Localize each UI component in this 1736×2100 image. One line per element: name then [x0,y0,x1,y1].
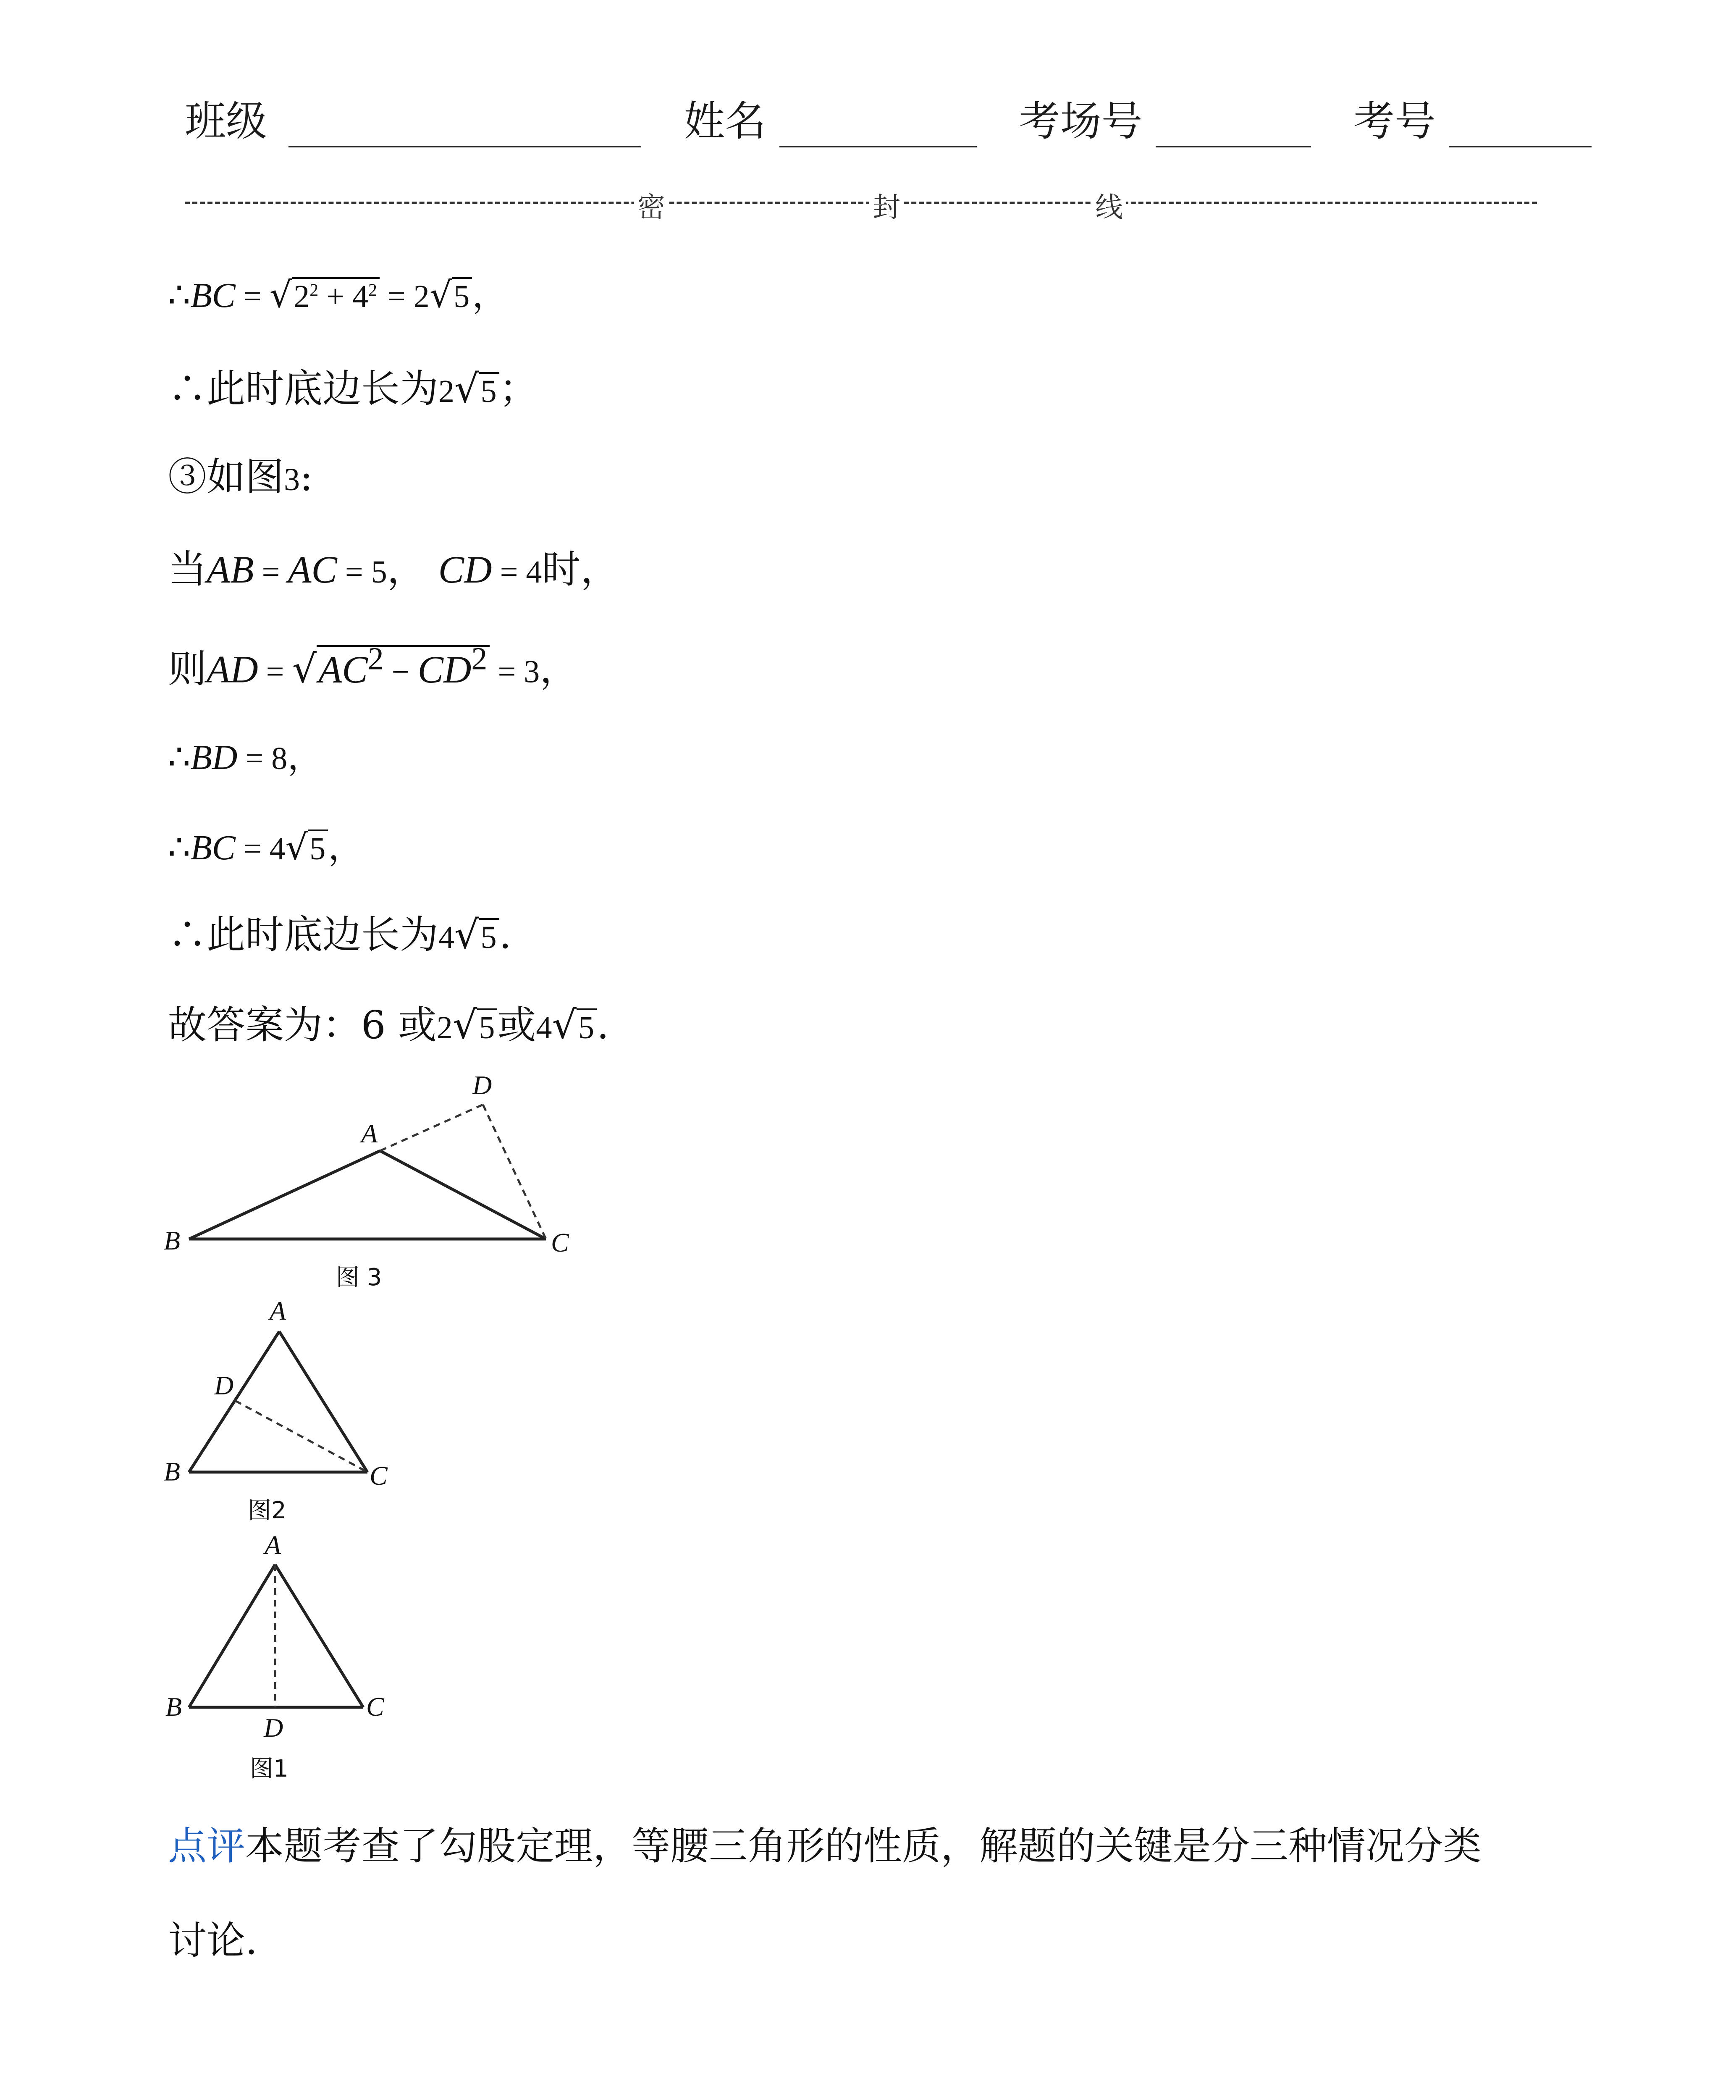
label-b: B [164,1226,181,1255]
radicand: 5 [479,372,499,409]
comment-line-2 [168,1918,258,1963]
label-a: A [270,1296,286,1326]
line-text: 当 [168,547,207,592]
figure-3 [160,1063,605,1298]
exp: 2 [367,641,384,676]
class-blank[interactable] [288,108,641,147]
figure-caption: 图1 [250,1755,288,1782]
eq-sign: = [235,279,270,314]
line-text: ∴此时底边长为 [168,912,439,957]
value: = 5 [337,554,387,590]
rad-base-4: 4 [352,279,368,314]
value: = 8 [237,741,288,776]
math-cd: CD [438,548,492,591]
section-heading [168,2096,361,2100]
label-d: D [214,1370,234,1400]
eq-sign: = [235,831,270,866]
solution-line-6 [168,736,323,777]
coef: 2 [438,374,455,409]
punct: ， [472,274,508,315]
sqrt-sign: √ [552,1003,577,1047]
rad-base-2: 2 [294,279,310,314]
figure-caption: 图 3 [336,1264,382,1291]
math-bc: BC [190,276,236,315]
line-text: ③如图 [168,454,284,499]
line-text: ∴此时底边长为 [168,366,439,411]
segment-ad-dashed [380,1105,483,1151]
radicand: 5 [452,277,472,314]
label-b: B [164,1457,181,1486]
solution-line-1 [168,274,508,315]
segment-ba [189,1564,275,1707]
line-text: 则 [168,646,207,692]
segment-dc-dashed [235,1401,367,1472]
eq-sign: = [379,279,414,314]
solution-line-8 [168,912,511,957]
sqrt-sign: √ [454,366,479,411]
solution-line-2 [168,366,538,411]
line-text: 故答案为：6 或 [168,1003,437,1047]
class-label: 班级 [185,97,267,145]
value: = 3 [490,654,540,690]
coef: 4 [536,1010,552,1045]
solution-line-7 [168,827,364,868]
label-c: C [551,1228,569,1257]
solution-line-5 [168,641,579,692]
label-c: C [366,1692,384,1722]
seal-char-xian: 线 [1092,185,1126,225]
math-bd: BD [190,738,238,777]
figure-1 [160,1529,412,1789]
math-ad: AD [207,648,258,691]
eq-sign: = [254,554,288,590]
plus-sign: + [318,279,352,314]
label-d: D [264,1713,283,1743]
coef: 2 [436,1010,453,1045]
eq-sign: = [258,654,292,690]
punct: ， [287,736,323,777]
answer-line [168,1003,609,1047]
room-label: 考场号 [1019,97,1143,145]
radicand: 5 [577,1008,597,1045]
punct: . [499,912,511,957]
seal-char-feng: 封 [869,185,904,225]
segment-ac [279,1331,367,1472]
punct: ， [328,827,364,868]
number-blank[interactable] [1449,108,1592,147]
number-label: 考号 [1353,97,1436,145]
line-text: 时， [542,547,619,592]
segment-ba [189,1331,279,1472]
math-ac: AC [288,548,337,591]
fig-number: 3 [284,462,300,497]
comment-label: 点评 [168,1824,246,1869]
rad-exp: 2 [368,281,377,300]
solution-line-3 [168,454,313,499]
therefore-symbol: ∴ [168,827,191,868]
math-bc: BC [190,828,236,867]
line-text: 或 [497,1003,536,1047]
minus-sign: − [383,654,418,690]
punct: ， [540,646,579,692]
sqrt-sign: √ [285,827,308,868]
label-a: A [361,1118,378,1148]
math-ab: AB [207,548,254,591]
sqrt-sign: √ [452,1003,477,1047]
radicand [292,277,380,314]
comment-text: 讨论. [168,1918,258,1963]
radicand [317,641,490,692]
header-line [185,88,1592,147]
math-ac: AC [318,648,368,691]
coef: 2 [413,279,430,314]
coef: 4 [438,920,455,955]
therefore-symbol: ∴ [168,274,191,315]
label-c: C [370,1461,388,1491]
segment-ac [380,1151,546,1239]
sqrt-sign: √ [454,912,479,957]
sqrt-sign: √ [269,274,292,315]
radicand: 5 [479,918,499,955]
label-d: D [472,1070,492,1100]
solution-line-4 [168,547,619,592]
radicand: 5 [308,830,328,866]
room-blank[interactable] [1156,108,1311,147]
segment-ac [275,1564,363,1707]
punct: . [597,1003,609,1047]
label-b: B [165,1692,182,1722]
name-label: 姓名 [684,97,766,145]
comment-text: 本题考查了勾股定理，等腰三角形的性质，解题的关键是分三种情况分类 [245,1824,1482,1869]
label-a: A [265,1530,281,1560]
comment-line-1 [168,1824,1482,1869]
math-cd: CD [417,648,472,691]
seal-dashed-line [185,202,1537,204]
punct: : [300,454,313,499]
sqrt-sign: √ [429,274,452,315]
segment-ba [189,1151,380,1239]
coef: 4 [269,831,286,866]
segment-dc-dashed [483,1105,546,1239]
seal-char-mi: 密 [634,185,669,225]
value: = 4 [492,554,542,590]
punct: ； [499,366,538,411]
punct: ， [387,547,426,592]
exp: 2 [471,641,488,676]
sqrt-sign: √ [292,646,317,692]
therefore-symbol: ∴ [168,736,191,777]
figure-2 [160,1294,412,1529]
rad-exp: 2 [309,281,319,300]
radicand: 5 [477,1008,497,1045]
name-blank[interactable] [779,108,977,147]
figure-caption: 图2 [248,1497,286,1524]
